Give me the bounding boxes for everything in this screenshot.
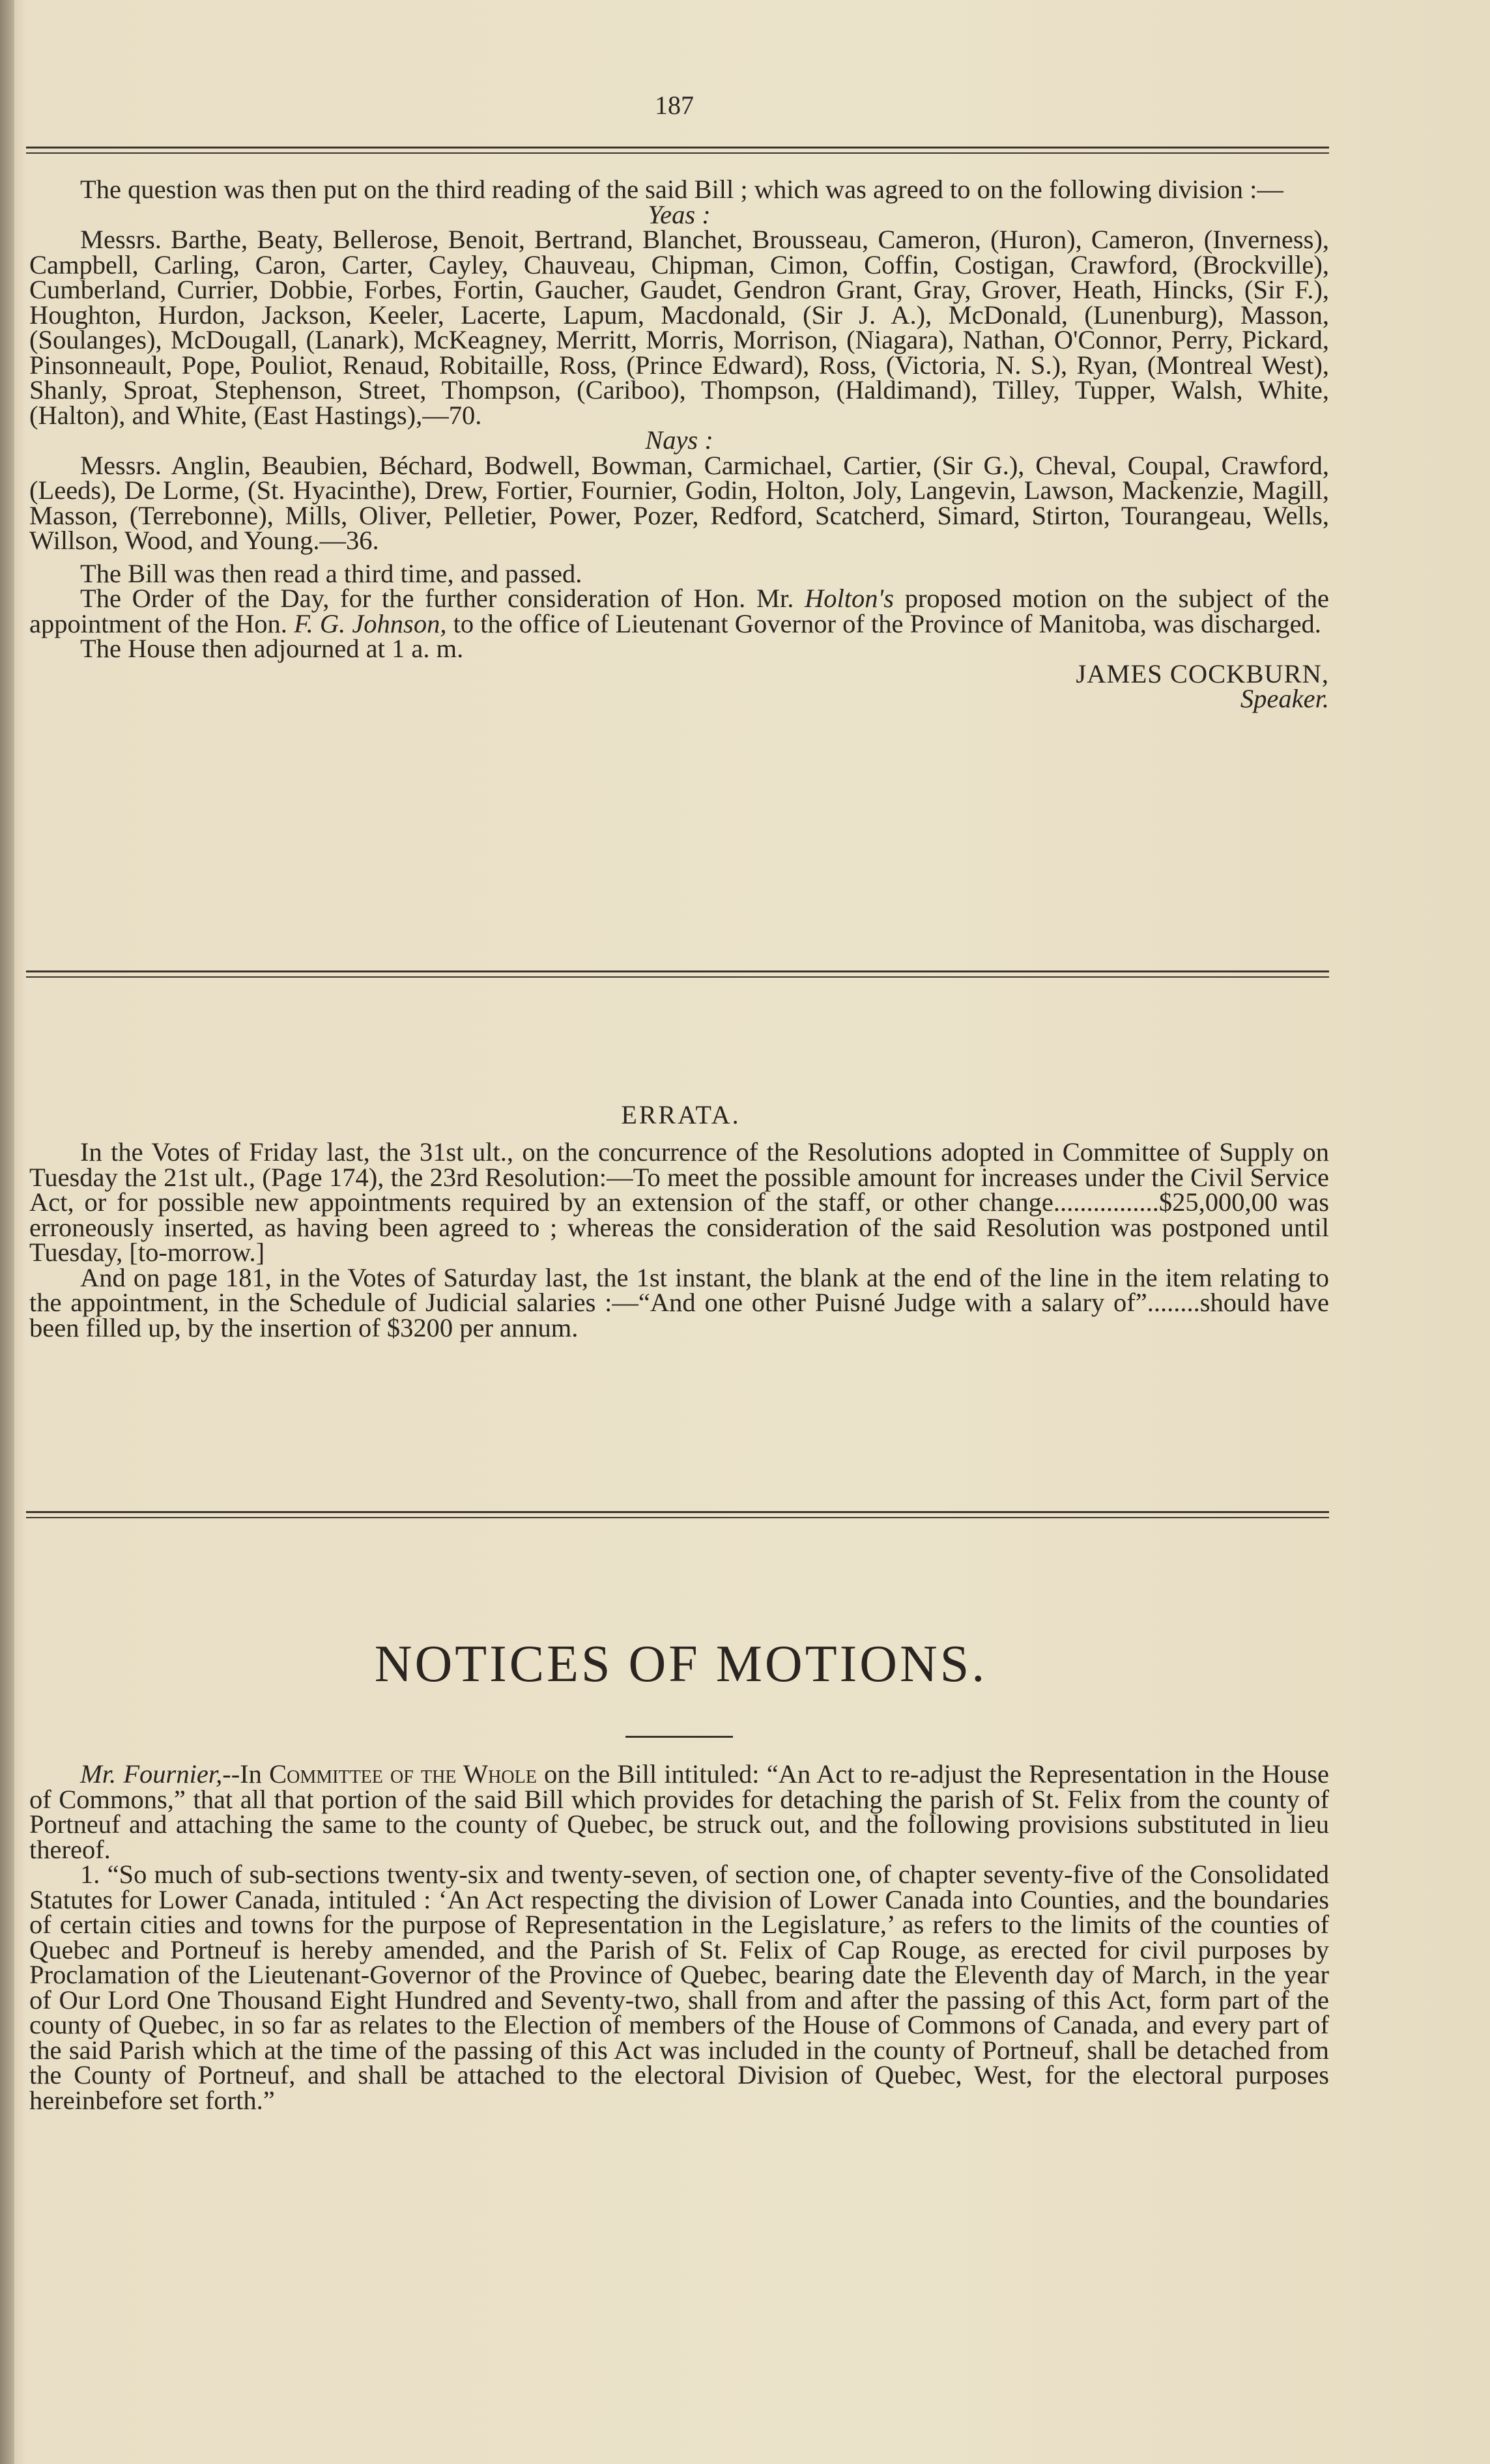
house-adjourned: The House then adjourned at 1 a. m. <box>80 634 464 663</box>
notice-committee: Committee of the Whole <box>269 1759 537 1789</box>
errata-title: ERRATA. <box>621 1100 741 1129</box>
errata-para-2: And on page 181, in the Votes of Saturday last, the 1st instant, the blank at the end of the line in the item relating to the appointment, in the Schedule of Judicial salaries :—“And one other Puisné Judge with a salary of”........should have been filled up, by the insertion of $3200 per annum. <box>29 1262 1329 1342</box>
order-of-day <box>29 586 1329 636</box>
yeas-heading: Yeas : <box>648 199 711 229</box>
notice-para-1-rest: on the Bill intituled: “An Act to re-adjust the Representation in the House of Commons,” that all that portion of the said Bill which provides for detaching the parish of St. Felix from the county of Portneuf and attaching the same to the county of Quebec, be struck out, and the following provisions substituted in lieu thereof. <box>29 1759 1329 1864</box>
order-name-holton: Holton's <box>805 584 894 613</box>
section-rule-1 <box>26 970 1329 978</box>
division-intro: The question was then put on the third reading of the said Bill ; which was agreed to on the following division :— <box>80 175 1283 204</box>
page-number: 187 <box>655 91 694 120</box>
division-section <box>29 177 1329 712</box>
order-text-after: to the office of Lieutenant Governor of the Province of Manitoba, was discharged. <box>453 608 1321 638</box>
notice-mover: Mr. Fournier, <box>80 1759 223 1789</box>
title-underline <box>625 1736 733 1738</box>
notice-para-2: 1. “So much of sub-sections twenty-six and twenty-seven, of section one, of chapter seventy-five of the Consolidated Statutes for Lower Canada, intituled : ‘An Act respecting the division of Lower Canada into Counties, and the boundaries of certain cities and towns for the purpose of Representation in the Legislature,’ as refers to the limits of the counties of Quebec and Portneuf is hereby amended, and the Parish of St. Felix of Cap Rouge, as erected for civil purposes by Proclamation of the Lieutenant-Governor of the Province of Quebec, bearing date the Eleventh day of March, in the year of Our Lord One Thousand Eight Hundred and Seventy-two, shall from and after the passing of this Act, form part of the county of Quebec, in so far as relates to the Election of members of the House of Commons of Canada, and every part of the said Parish which at the time of the passing of this Act was included in the county of Portneuf, shall be detached from the County of Portneuf, and shall be attached to the electoral Division of Quebec, West, for the electoral purposes hereinbefore set forth.” <box>29 1860 1329 2115</box>
bill-passed: The Bill was then read a third time, and passed. <box>80 558 582 588</box>
notice-dash: --In <box>222 1759 262 1789</box>
notice-para-1 <box>29 1759 1329 1864</box>
yeas-list: Messrs. Barthe, Beaty, Bellerose, Benoit, Bertrand, Blanchet, Brousseau, Cameron, (Huron), Cameron, (Inverness), Campbell, Carling, Caron, Carter, Cayley, Chauveau, Chipman, Cimon, Coffin, Costigan, Crawford, (Brockville), Cumberland, Currier, Dobbie, Forbes, Fortin, Gaucher, Gaudet, Gendron Grant, Gray, Grover, Heath, Hincks, (Sir F.), Houghton, Hurdon, Jackson, Keeler, Lacerte, Lapum, Macdonald, (Sir J. A.), McDonald, (Lunenburg), Masson, (Soulanges), McDougall, (Lanark), McKeagney, Merritt, Morris, Morrison, (Niagara), Nathan, O'Connor, Perry, Pickard, Pinsonneault, Pope, Pouliot, Renaud, Robitaille, Ross, (Prince Edward), Ross, (Victoria, N. S.), Ryan, (Montreal West), Shanly, Sproat, Stephenson, Street, Thompson, (Cariboo), Thompson, (Haldimand), Tilley, Tupper, Walsh, White, (Halton), and White, (East Hastings),—70. <box>29 225 1329 430</box>
header-rule <box>26 147 1329 154</box>
nays-list: Messrs. Anglin, Beaubien, Béchard, Bodwell, Bowman, Carmichael, Cartier, (Sir G.), Cheval, Coupal, Crawford, (Leeds), De Lorme, (St. Hyacinthe), Drew, Fortier, Fournier, Godin, Holton, Joly, Langevin, Lawson, Mackenzie, Magill, Masson, (Terrebonne), Mills, Oliver, Pelletier, Power, Pozer, Redford, Scatcherd, Simard, Stirton, Tourangeau, Wells, Willson, Wood, and Young.—36. <box>29 450 1329 555</box>
order-name-johnson: F. G. Johnson, <box>294 608 447 638</box>
order-text-before: The Order of the Day, for the further consideration of Hon. Mr. <box>80 584 794 613</box>
order-text-mid: proposed motion on the subject of the appointment of the Hon. <box>29 584 1330 638</box>
nays-heading: Nays : <box>645 425 713 455</box>
binding-edge <box>0 0 14 2464</box>
section-rule-2 <box>26 1511 1329 1518</box>
speaker-title: Speaker. <box>1240 684 1329 713</box>
errata-section <box>29 1137 1329 1342</box>
speaker-name: JAMES COCKBURN, <box>1076 658 1329 688</box>
notices-section <box>29 1759 1329 2115</box>
notices-title: NOTICES OF MOTIONS. <box>374 1636 988 1693</box>
errata-para-1: In the Votes of Friday last, the 31st ult., on the concurrence of the Resolutions adopted in Committee of Supply on Tuesday the 21st ult., (Page 174), the 23rd Resolution:—To meet the possible amount for increases under the Civil Service Act, or for possible new appointments required by an extension of the staff, or other change................$25,000,00 was erroneously inserted, as having been agreed to ; whereas the consideration of the said Resolution was postponed until Tuesday, [to-morrow.] <box>29 1137 1329 1267</box>
